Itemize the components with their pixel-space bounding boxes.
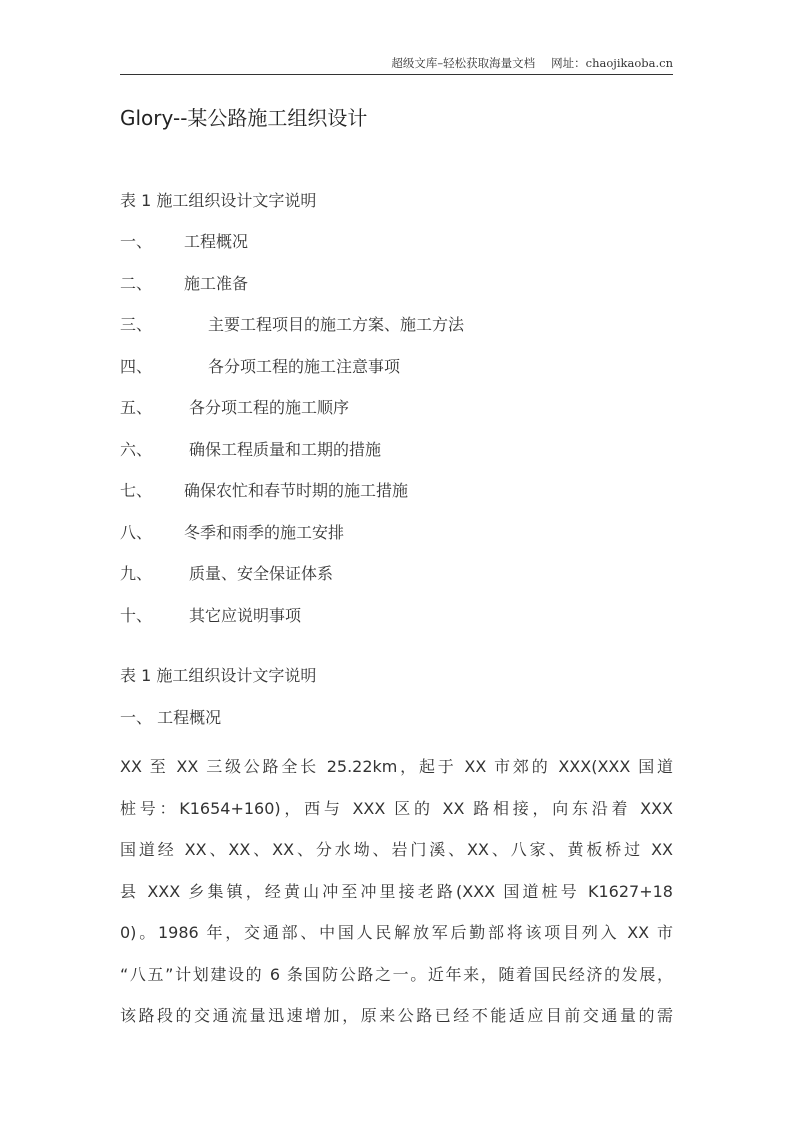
paragraph-line: 该路段的交通流量迅速增加，原来公路已经不能适应目前交通量的需	[120, 1006, 673, 1025]
toc-item-number: 八、	[120, 523, 153, 542]
paragraph-line: “八五”计划建设的 6 条国防公路之一。近年来，随着国民经济的发展，	[120, 964, 673, 984]
toc-item-10	[120, 604, 301, 628]
toc-item-number: 十、	[120, 606, 153, 625]
toc-item-7	[120, 479, 408, 503]
toc-item-text: 工程概况	[184, 232, 249, 251]
toc-item-number: 七、	[120, 481, 153, 500]
paragraph-line: XX 至 XX 三级公路全长 25.22km，起于 XX 市郊的 XXX(XXX 国道	[120, 757, 673, 776]
overview-paragraph	[120, 746, 673, 1037]
paragraph-line: 县 XXX 乡集镇，经黄山冲至冲里接老路(XXX 国道桩号 K1627+18	[120, 881, 673, 901]
section-sub-heading: 一、 工程概况	[120, 708, 222, 727]
page-header	[120, 52, 673, 75]
toc-item-4	[120, 355, 400, 379]
toc-item-text: 各分项工程的施工顺序	[189, 398, 350, 417]
toc-item-text: 主要工程项目的施工方案、施工方法	[208, 315, 465, 334]
section-heading: 表 1 施工组织设计文字说明	[120, 666, 317, 685]
toc-item-number: 六、	[120, 440, 153, 459]
toc-item-text: 施工准备	[184, 274, 249, 293]
header-url-text: 网址：chaojikaoba.cn	[551, 56, 673, 70]
toc-item-5	[120, 396, 349, 420]
document-title: Glory--某公路施工组织设计	[120, 106, 368, 130]
toc-item-3	[120, 313, 464, 337]
toc-item-1	[120, 230, 248, 254]
toc-item-number: 四、	[120, 357, 153, 376]
toc-item-9	[120, 562, 333, 586]
paragraph-line: 0)。1986 年，交通部、中国人民解放军后勤部将该项目列入 XX 市	[120, 923, 673, 942]
paragraph-line: 国道经 XX、XX、XX、分水坳、岩门溪、XX、八家、黄板桥过 XX	[120, 840, 673, 859]
toc-item-number: 二、	[120, 274, 153, 293]
toc-item-text: 其它应说明事项	[189, 606, 302, 625]
toc-item-number: 一、	[120, 232, 153, 251]
toc-item-text: 质量、安全保证体系	[189, 564, 334, 583]
toc-item-2	[120, 272, 248, 296]
toc-item-number: 九、	[120, 564, 153, 583]
toc-heading: 表 1 施工组织设计文字说明	[120, 191, 317, 210]
paragraph-line: 桩号：K1654+160)，西与 XXX 区的 XX 路相接，向东沿着 XXX	[120, 798, 673, 818]
toc-item-number: 三、	[120, 315, 153, 334]
toc-item-text: 各分项工程的施工注意事项	[208, 357, 401, 376]
header-site-text: 超级文库–轻松获取海量文档	[391, 56, 536, 70]
toc-item-number: 五、	[120, 398, 153, 417]
toc-item-8	[120, 521, 344, 545]
toc-item-text: 确保农忙和春节时期的施工措施	[184, 481, 409, 500]
toc-item-6	[120, 438, 381, 462]
toc-item-text: 确保工程质量和工期的措施	[189, 440, 382, 459]
toc-item-text: 冬季和雨季的施工安排	[184, 523, 345, 542]
